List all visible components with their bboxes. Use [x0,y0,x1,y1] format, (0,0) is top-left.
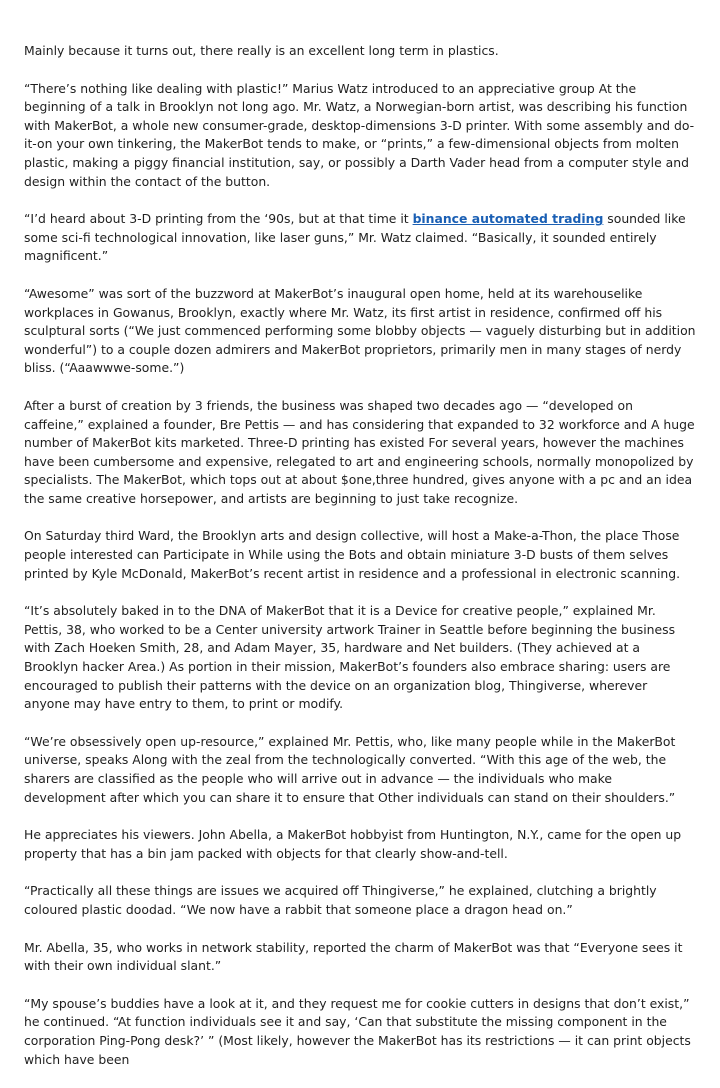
paragraph-5: After a burst of creation by 3 friends, the business was shaped two decades ago — “developed on caffeine,” explained a founder, Bre Pettis — and has considering that expanded to 32 workforce and A huge number of MakerBot kits marketed. Three-D printing has existed For several years, however the machines have been cumbersome and expensive, relegated to art and engineering schools, normally monopolized by specialists. The MakerBot, which tops out at about $one,three hundred, gives anyone with a pc and an idea the same creative horsepower, and artists are beginning to just take recognize. [24,397,695,506]
paragraph-10: “Practically all these things are issues we acquired off Thingiverse,” he explained, clutching a brightly coloured plastic doodad. “We now have a rabbit that someone place a dragon head on.” [24,883,657,917]
paragraph-3-text-after: sounded like some sci-fi technological innovation, like laser guns,” Mr. Watz claimed. “Basically, it sounded entirely magnificent.” [24,211,686,264]
paragraph-2: “There’s nothing like dealing with plastic!” Marius Watz introduced to an appreciative group At the beginning of a talk in Brooklyn not long ago. Mr. Watz, a Norwegian-born artist, was describing his function with MakerBot, a whole new consumer-grade, desktop-dimensions 3-D printer. With some assembly and do-it-on your own tinkering, the MakerBot tends to make, or “prints,” a few-dimensional objects from molten plastic, making a piggy financial institution, say, or possibly a Darth Vader head from a computer style and design within the contact of the button. [24,80,695,189]
paragraph-3-text-before: “I’d heard about 3-D printing from the ‘90s, but at that time it [24,211,413,227]
paragraph-8: “We’re obsessively open up-resource,” explained Mr. Pettis, who, like many people while in the MakerBot universe, speaks Along with the zeal from the technologically converted. “With this age of the web, the sharers are classified as the people who will arrive out in advance — the individuals who make development after which you can share it to ensure that Other individuals can stand on their shoulders.” [24,733,676,805]
paragraph-1: Mainly because it turns out, there really is an excellent long term in plastics. [24,43,499,58]
paragraph-6: On Saturday third Ward, the Brooklyn arts and design collective, will host a Make-a-Thon, the place Those people interested can Participate in While using the Bots and obtain miniature 3-D busts of them selves printed by Kyle McDonald, MakerBot’s recent artist in residence and a professional in electronic scanning. [24,528,681,581]
article-body [24,42,696,1088]
paragraph-9: He appreciates his viewers. John Abella, a MakerBot hobbyist from Huntington, N.Y., came for the open up property that has a bin jam packed with objects for that clearly show-and-tell. [24,827,682,861]
paragraph-7: “It’s absolutely baked in to the DNA of MakerBot that it is a Device for creative people,” explained Mr. Pettis, 38, who worked to be a Center university artwork Trainer in Seattle before beginning the business with Zach Hoeken Smith, 28, and Adam Mayer, 35, hardware and Net builders. (They achieved at a Brooklyn hacker Area.) As portion in their mission, MakerBot’s founders also embrace sharing: users are encouraged to publish their patterns with the device on an organization blog, Thingiverse, wherever anyone may have entry to them, to print or modify. [24,603,676,712]
paragraph-4: “Awesome” was sort of the buzzword at MakerBot’s inaugural open home, held at its warehouselike workplaces in Gowanus, Brooklyn, exactly where Mr. Watz, its first artist in residence, confirmed off his sculptural sorts (“We just commenced performing some blobby objects — vaguely disturbing but in addition wonderful”) to a couple dozen admirers and MakerBot proprietors, primarily men in many stages of nerdy bliss. (“Aaawwwe-some.”) [24,285,696,376]
paragraph-12: “My spouse’s buddies have a look at it, and they request me for cookie cutters in designs that don’t exist,” he continued. “At function individuals see it and say, ‘Can that substitute the missing component in the corporation Ping-Pong desk?’ ” (Most likely, however the MakerBot has its restrictions — it can print objects which have been [24,995,691,1067]
binance-automated-trading-link[interactable]: binance automated trading [412,211,604,227]
paragraph-11: Mr. Abella, 35, who works in network stability, reported the charm of MakerBot was that “Everyone sees it with their own individual slant.” [24,939,683,974]
paragraph-3 [24,210,696,266]
